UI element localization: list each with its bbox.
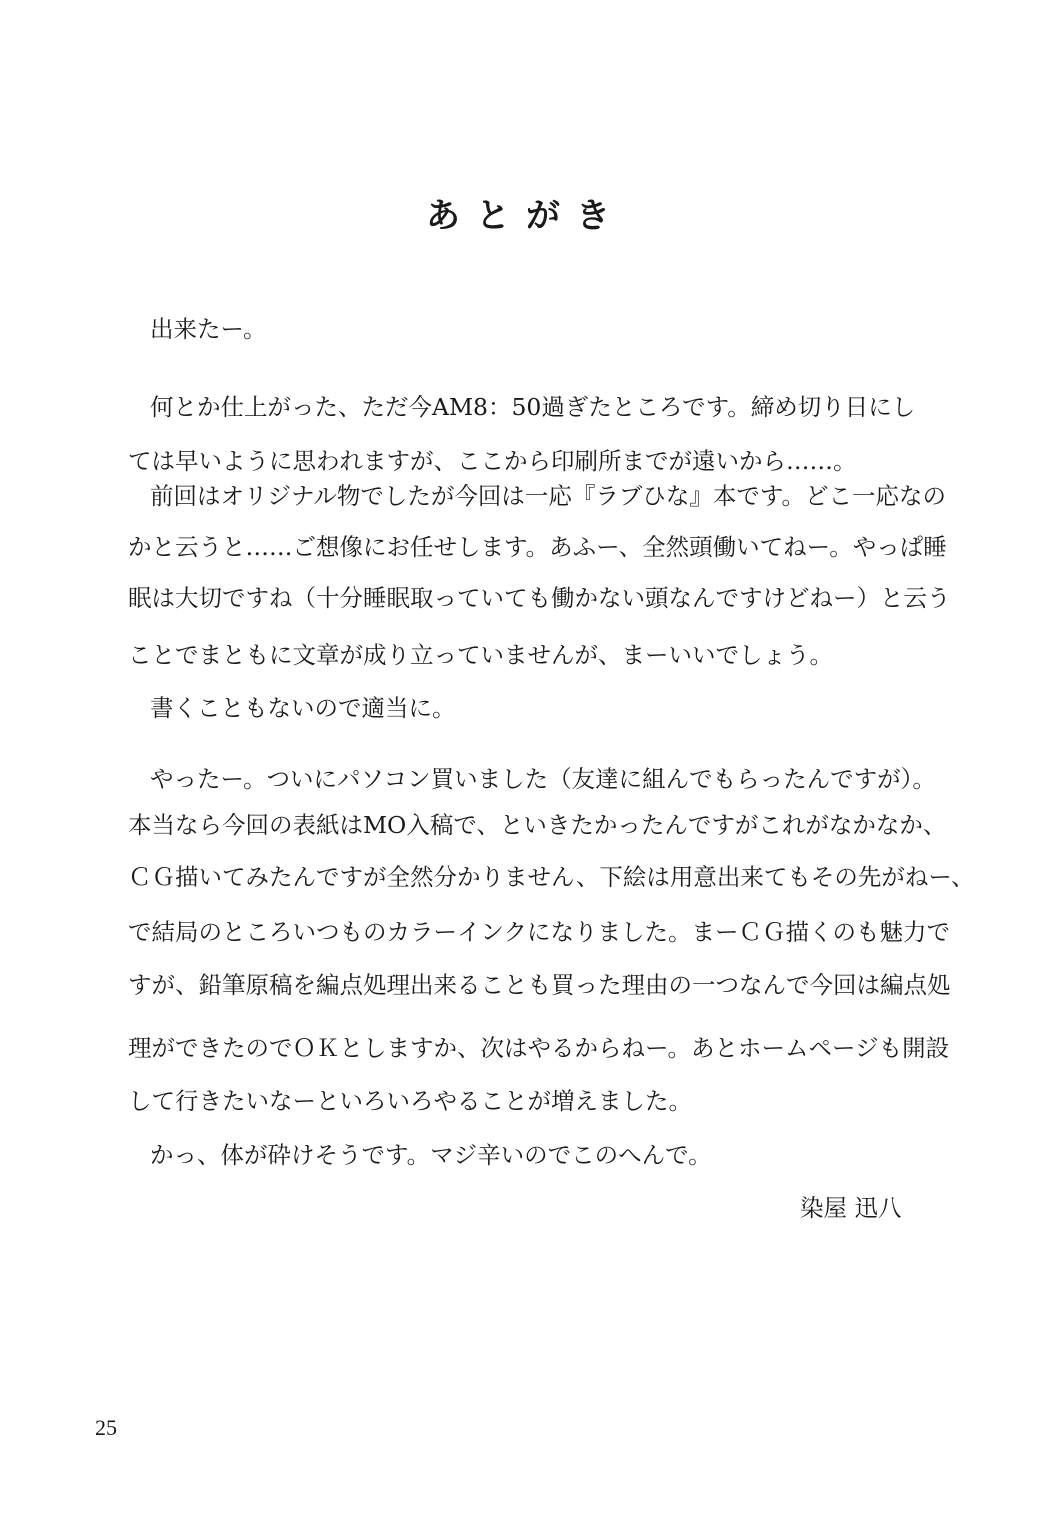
text-line: かっ、体が砕けそうです。マジ辛いのでこのへんで。 xyxy=(150,1141,712,1169)
text-line: 理ができたのでＯＫとしますか、次はやるからねー。あとホームページも開設 xyxy=(128,1034,950,1062)
text-line: かと云うと……ご想像にお任せします。あふー、全然頭働いてねー。やっぱ睡 xyxy=(128,533,947,561)
text-line: ことでまともに文章が成り立っていませんが、まーいいでしょう。 xyxy=(128,641,833,669)
text-line: 本当なら今回の表紙はMO入稿で、といきたかったんですがこれがなかなか、 xyxy=(128,811,947,839)
text-line: 書くこともないので適当に。 xyxy=(150,694,456,722)
text-line: して行きたいなーといろいろやることが増えました。 xyxy=(128,1087,692,1115)
text-line: 前回はオリジナル物でしたが今回は一応『ラブひな』本です。どこ一応なの xyxy=(150,482,946,510)
page-title: あとがき xyxy=(426,196,626,236)
text-line: ＣＧ描いてみたんですが全然分かりません、下絵は用意出来てもその先がねー、 xyxy=(128,863,975,891)
text-line: すが、鉛筆原稿を編点処理出来ることも買った理由の一つなんで今回は編点処 xyxy=(128,971,951,999)
text-line: で結局のところいつものカラーインクになりました。まーＣＧ描くのも魅力で xyxy=(128,918,951,946)
page-number: 25 xyxy=(95,1415,117,1440)
text-line: 出来たー。 xyxy=(150,315,267,343)
text-line: 眠は大切ですね（十分睡眠取っていても働かない頭なんですけどねー）と云う xyxy=(128,584,951,612)
text-line: やったー。ついにパソコン買いました（友達に組んでもらったんですが）。 xyxy=(150,765,936,793)
author-signature: 染屋 迅八 xyxy=(800,1194,902,1222)
text-line: ては早いように思われますが、ここから印刷所までが遠いから……。 xyxy=(128,447,857,475)
text-line: 何とか仕上がった、ただ今AM8：50過ぎたところです。締め切り日にし xyxy=(150,393,916,421)
